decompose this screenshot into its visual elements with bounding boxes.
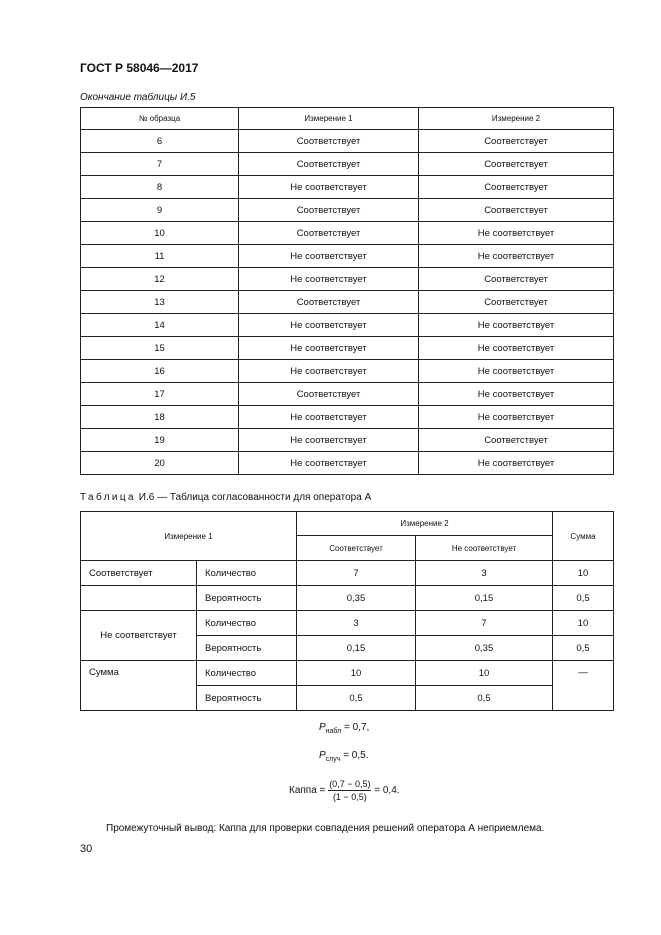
- measurement-1-cell: Соответствует: [239, 153, 419, 176]
- table-caption-prefix: Таблица: [80, 492, 137, 503]
- measurement-2-cell: Соответствует: [419, 199, 614, 222]
- table-row: [81, 406, 614, 429]
- measurement-2-cell: Соответствует: [419, 130, 614, 153]
- measurement-2-cell: Соответствует: [419, 429, 614, 452]
- formula-kappa-label: Каппа =: [289, 785, 326, 797]
- sum-cell: 0,5: [553, 586, 614, 611]
- measurement-2-cell: Соответствует: [419, 268, 614, 291]
- column-header-measurement-2: Измерение 2: [419, 108, 614, 130]
- formula-value: = 0,7,: [344, 722, 370, 733]
- measurement-2-cell: Не соответствует: [419, 383, 614, 406]
- table-row: [81, 268, 614, 291]
- table-row: [81, 611, 614, 636]
- table-caption-text: И.6 — Таблица согласованности для оператора А: [138, 492, 372, 503]
- header-m2-not-conforms: Не соответствует: [416, 536, 553, 561]
- table-header-row: [81, 108, 614, 130]
- metric-label: Количество: [197, 611, 297, 636]
- table-row: [81, 661, 614, 686]
- metric-label: Количество: [197, 661, 297, 686]
- sample-number-cell: 18: [81, 406, 239, 429]
- measurement-1-cell: Не соответствует: [239, 176, 419, 199]
- sum-cell: —: [553, 661, 614, 711]
- column-header-measurement-1: Измерение 1: [239, 108, 419, 130]
- formula-subscript: набл: [325, 728, 342, 735]
- table-row: [81, 222, 614, 245]
- value-cell: 7: [297, 561, 416, 586]
- document-header: ГОСТ Р 58046—2017: [80, 61, 199, 75]
- group-label: Не соответствует: [81, 611, 197, 661]
- fraction-denominator: (1 − 0,5): [332, 792, 367, 802]
- sum-cell: 0,5: [553, 636, 614, 661]
- measurement-1-cell: Не соответствует: [239, 245, 419, 268]
- measurement-1-cell: Не соответствует: [239, 406, 419, 429]
- agreement-table: [80, 511, 614, 711]
- measurement-1-cell: Соответствует: [239, 130, 419, 153]
- sample-number-cell: 10: [81, 222, 239, 245]
- table-row: [81, 153, 614, 176]
- measurement-2-cell: Соответствует: [419, 291, 614, 314]
- metric-label: Вероятность: [197, 686, 297, 711]
- sample-number-cell: 15: [81, 337, 239, 360]
- samples-table: [80, 107, 614, 475]
- column-header-sample-no: № образца: [81, 108, 239, 130]
- formula-p-random: [319, 750, 369, 761]
- formula-symbol: P: [319, 722, 326, 733]
- fraction-numerator: (0,7 − 0,5): [329, 779, 371, 789]
- sample-number-cell: 20: [81, 452, 239, 475]
- measurement-2-cell: Не соответствует: [419, 222, 614, 245]
- metric-label: Количество: [197, 561, 297, 586]
- measurement-2-cell: Не соответствует: [419, 245, 614, 268]
- measurement-2-cell: Не соответствует: [419, 406, 614, 429]
- table-row: [81, 360, 614, 383]
- table-row: [81, 130, 614, 153]
- sample-number-cell: 13: [81, 291, 239, 314]
- measurement-1-cell: Не соответствует: [239, 360, 419, 383]
- metric-label: Вероятность: [197, 586, 297, 611]
- sample-number-cell: 17: [81, 383, 239, 406]
- value-cell: 7: [416, 611, 553, 636]
- table-row: [81, 452, 614, 475]
- table-caption: [80, 492, 371, 503]
- formula-kappa: [289, 778, 400, 803]
- formula-kappa-result: = 0,4.: [374, 785, 400, 797]
- table-row: [81, 561, 614, 586]
- sample-number-cell: 19: [81, 429, 239, 452]
- value-cell: 10: [416, 661, 553, 686]
- measurement-1-cell: Не соответствует: [239, 452, 419, 475]
- measurement-2-cell: Не соответствует: [419, 337, 614, 360]
- group-label: Сумма: [81, 661, 197, 711]
- table-row: [81, 199, 614, 222]
- table-row: [81, 176, 614, 199]
- table-continuation-caption: Окончание таблицы И.5: [80, 92, 196, 103]
- value-cell: 0,35: [297, 586, 416, 611]
- measurement-2-cell: Не соответствует: [419, 314, 614, 337]
- header-sum: Сумма: [553, 512, 614, 561]
- page-number: 30: [80, 843, 93, 855]
- sample-number-cell: 16: [81, 360, 239, 383]
- group-label: Соответствует: [81, 561, 197, 586]
- intermediate-conclusion: Промежуточный вывод: Каппа для проверки совпадения решений оператора А неприемлема.: [106, 823, 545, 834]
- value-cell: 0,5: [297, 686, 416, 711]
- table-row: [81, 586, 614, 611]
- header-m2-conforms: Соответствует: [297, 536, 416, 561]
- sample-number-cell: 9: [81, 199, 239, 222]
- sample-number-cell: 12: [81, 268, 239, 291]
- sum-cell: 10: [553, 561, 614, 586]
- formula-symbol: P: [319, 750, 326, 761]
- measurement-1-cell: Не соответствует: [239, 314, 419, 337]
- table-row: [81, 245, 614, 268]
- formula-value: = 0,5.: [343, 750, 369, 761]
- metric-label: Вероятность: [197, 636, 297, 661]
- sample-number-cell: 6: [81, 130, 239, 153]
- table-row: [81, 383, 614, 406]
- value-cell: 10: [297, 661, 416, 686]
- measurement-1-cell: Соответствует: [239, 383, 419, 406]
- measurement-1-cell: Соответствует: [239, 199, 419, 222]
- measurement-1-cell: Соответствует: [239, 222, 419, 245]
- table-row: [81, 429, 614, 452]
- measurement-2-cell: Не соответствует: [419, 360, 614, 383]
- measurement-2-cell: Не соответствует: [419, 452, 614, 475]
- table-row: [81, 291, 614, 314]
- table-row: [81, 337, 614, 360]
- measurement-1-cell: Не соответствует: [239, 337, 419, 360]
- header-measurement-1: Измерение 1: [81, 512, 297, 561]
- value-cell: 0,15: [297, 636, 416, 661]
- empty-cell: [81, 586, 197, 611]
- measurement-1-cell: Не соответствует: [239, 268, 419, 291]
- header-measurement-2: Измерение 2: [297, 512, 553, 536]
- value-cell: 3: [416, 561, 553, 586]
- formula-subscript: случ: [325, 756, 341, 763]
- value-cell: 0,5: [416, 686, 553, 711]
- sum-cell: 10: [553, 611, 614, 636]
- measurement-2-cell: Соответствует: [419, 176, 614, 199]
- measurement-1-cell: Соответствует: [239, 291, 419, 314]
- sample-number-cell: 11: [81, 245, 239, 268]
- measurement-1-cell: Не соответствует: [239, 429, 419, 452]
- value-cell: 3: [297, 611, 416, 636]
- sample-number-cell: 14: [81, 314, 239, 337]
- measurement-2-cell: Соответствует: [419, 153, 614, 176]
- table-row: [81, 314, 614, 337]
- sample-number-cell: 8: [81, 176, 239, 199]
- sample-number-cell: 7: [81, 153, 239, 176]
- formula-p-observed: [319, 722, 369, 733]
- value-cell: 0,15: [416, 586, 553, 611]
- formula-fraction: [328, 778, 371, 803]
- value-cell: 0,35: [416, 636, 553, 661]
